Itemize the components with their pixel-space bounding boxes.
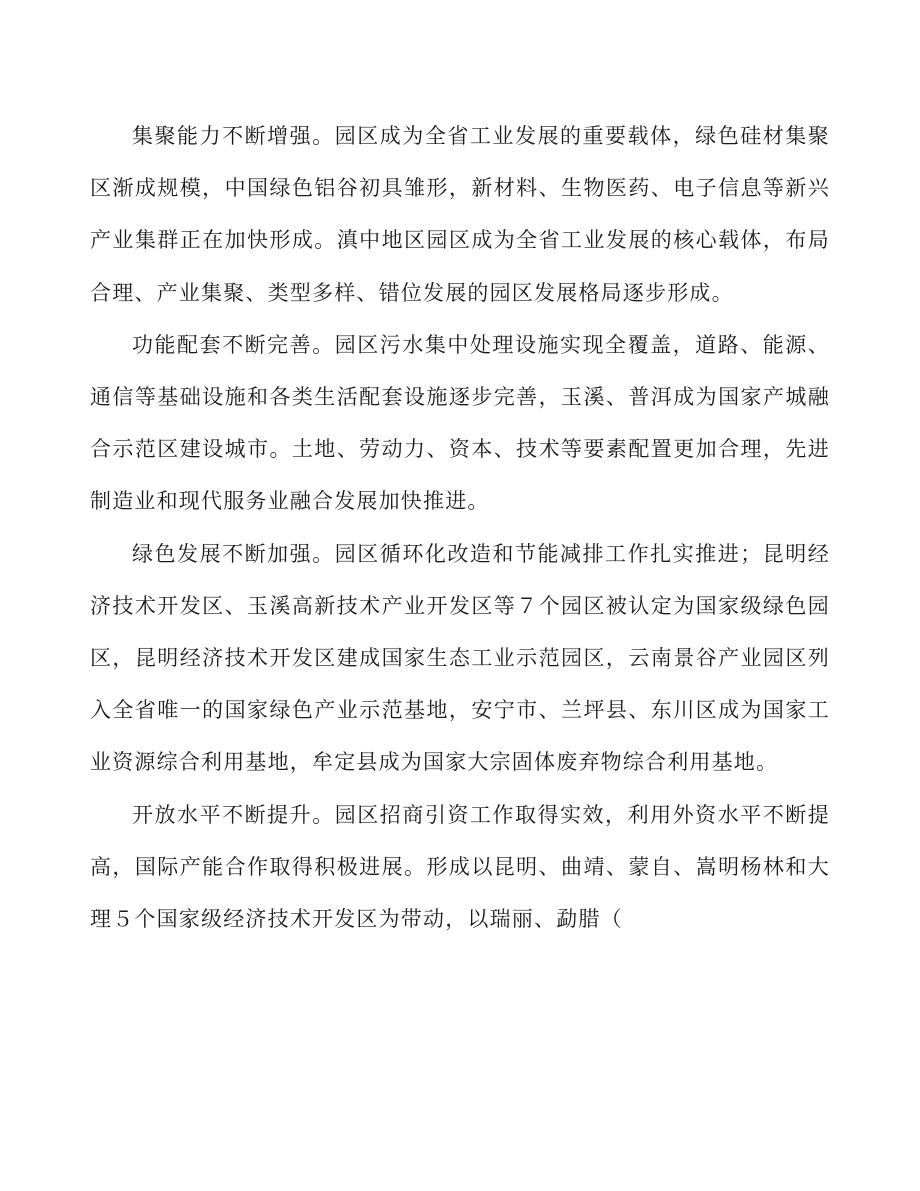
- paragraph-cluster-capacity: 集聚能力不断增强。园区成为全省工业发展的重要载体，绿色硅材集聚区渐成规模，中国绿色铝谷初具雏形，新材料、生物医药、电子信息等新兴产业集群正在加快形成。滇中地区园区成为全省工业发展的核心载体，布局合理、产业集聚、类型多样、错位发展的园区发展格局逐步形成。: [90, 124, 830, 305]
- paragraph-green-development: 绿色发展不断加强。园区循环化改造和节能减排工作扎实推进；昆明经济技术开发区、玉溪高新技术产业开发区等７个园区被认定为国家级绿色园区，昆明经济技术开发区建成国家生态工业示范园区，云南景谷产业园区列入全省唯一的国家绿色产业示范基地，安宁市、兰坪县、东川区成为国家工业资源综合利用基地，牟定县成为国家大宗固体废弃物综合利用基地。: [90, 541, 830, 775]
- paragraph-supporting-functions: 功能配套不断完善。园区污水集中处理设施实现全覆盖，道路、能源、通信等基础设施和各类生活配套设施逐步完善，玉溪、普洱成为国家产城融合示范区建设城市。土地、劳动力、资本、技术等要素配置更加合理，先进制造业和现代服务业融合发展加快推进。: [90, 332, 830, 514]
- paragraph-opening-up: 开放水平不断提升。园区招商引资工作取得实效，利用外资水平不断提高，国际产能合作取得积极进展。形成以昆明、曲靖、蒙自、嵩明杨林和大理５个国家级经济技术开发区为带动，以瑞丽、勐腊（: [90, 802, 830, 932]
- document-body: [90, 110, 830, 945]
